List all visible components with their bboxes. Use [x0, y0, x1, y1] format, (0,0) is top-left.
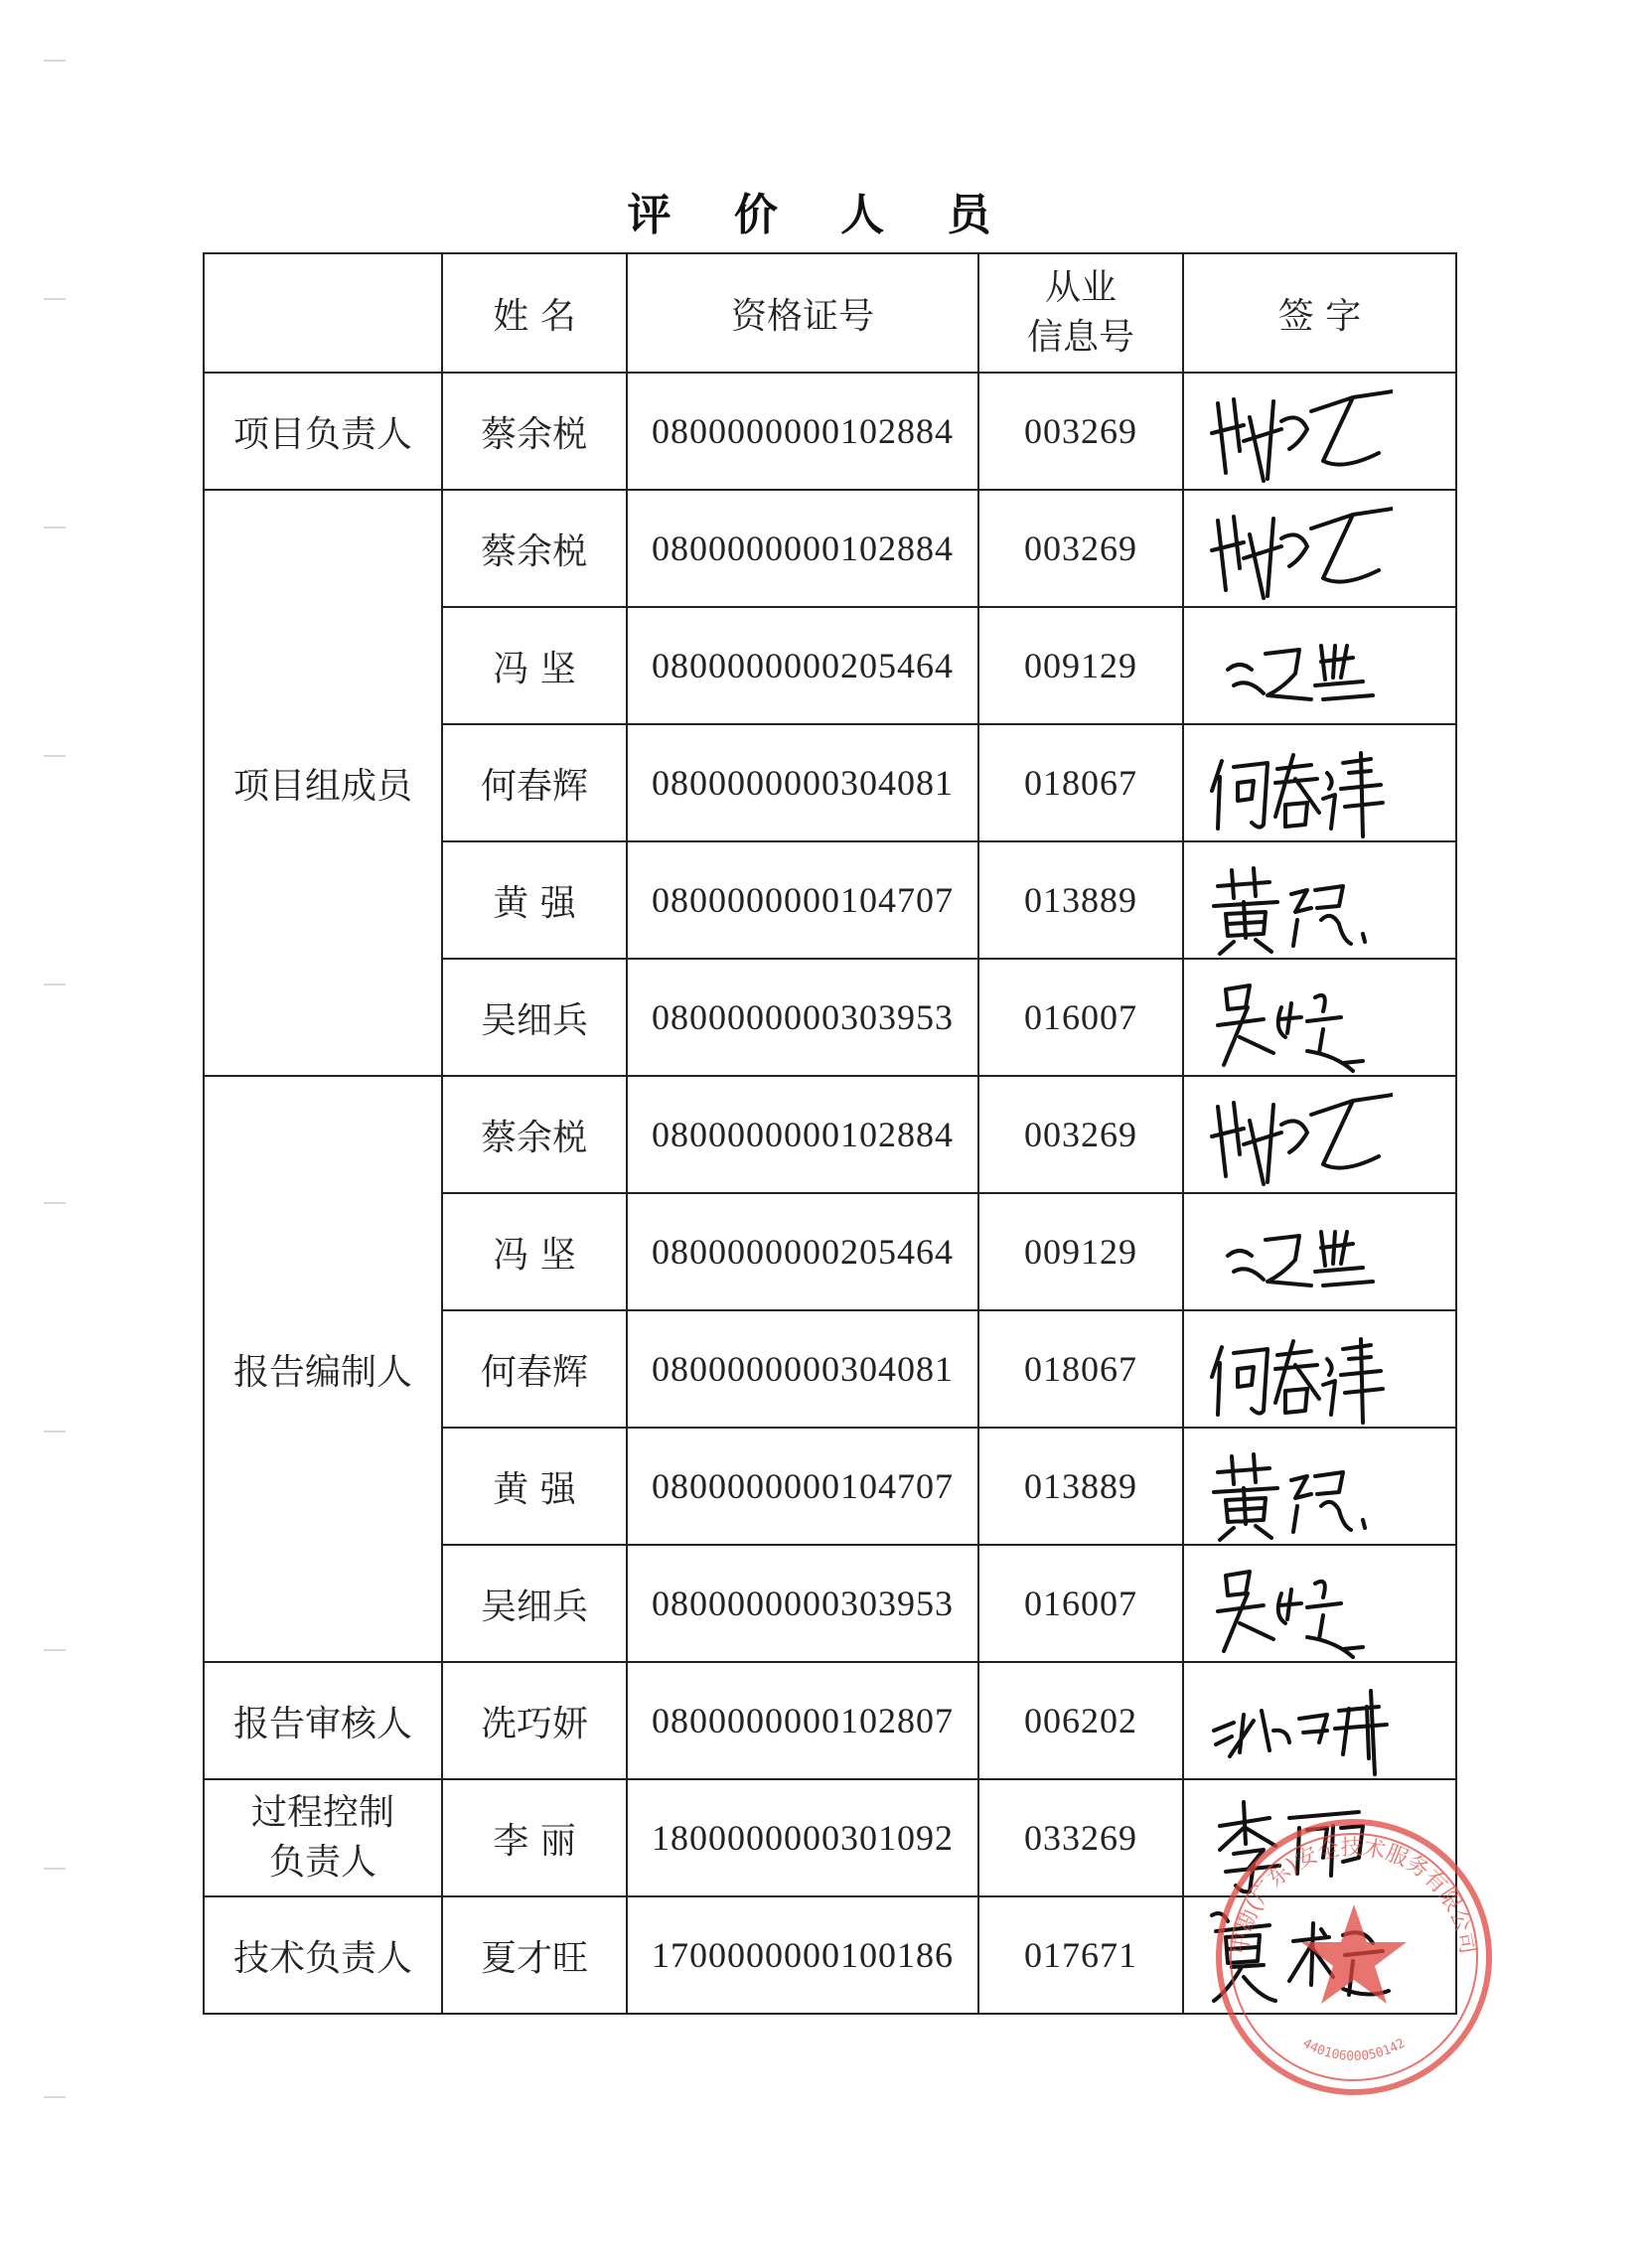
signature-li — [1204, 1788, 1393, 1895]
header-info-line1: 从业 — [1044, 267, 1117, 308]
cert-cell: 0800000000104707 — [627, 841, 978, 959]
name-cell: 黄 强 — [442, 1428, 627, 1545]
margin-mark — [44, 60, 66, 62]
page-title: 评 价 人 员 — [627, 190, 1015, 240]
signature-cell — [1183, 959, 1456, 1076]
header-info — [978, 253, 1183, 373]
cert-cell: 0800000000205464 — [627, 607, 978, 724]
role-line2: 负责人 — [268, 1842, 376, 1883]
name-cell: 冯 坚 — [442, 1193, 627, 1310]
margin-mark — [44, 1202, 66, 1204]
signature-cell — [1183, 1193, 1456, 1310]
name-cell: 蔡余棁 — [442, 1076, 627, 1193]
margin-mark — [44, 527, 66, 529]
cert-cell: 1700000000100186 — [627, 1896, 978, 2014]
table-row — [204, 1076, 1456, 1193]
info-cell: 018067 — [978, 1310, 1183, 1428]
signature-cell — [1183, 1662, 1456, 1779]
cert-cell: 0800000000102807 — [627, 1662, 978, 1779]
info-cell: 003269 — [978, 373, 1183, 490]
info-cell: 016007 — [978, 1545, 1183, 1662]
signature-cai — [1204, 499, 1393, 606]
cert-cell: 0800000000304081 — [627, 1310, 978, 1428]
info-cell: 009129 — [978, 607, 1183, 724]
signature-cell — [1183, 1428, 1456, 1545]
info-cell: 013889 — [978, 841, 1183, 959]
margin-mark — [44, 298, 66, 300]
name-cell: 何春辉 — [442, 724, 627, 841]
name-cell: 蔡余棁 — [442, 490, 627, 607]
margin-mark — [44, 755, 66, 757]
info-cell: 013889 — [978, 1428, 1183, 1545]
cert-cell: 0800000000102884 — [627, 1076, 978, 1193]
signature-wu — [1204, 1554, 1393, 1661]
signature-feng — [1204, 616, 1393, 723]
evaluators-table — [203, 252, 1457, 2015]
name-cell: 冼巧妍 — [442, 1662, 627, 1779]
header-sign: 签 字 — [1183, 253, 1456, 373]
info-cell: 006202 — [978, 1662, 1183, 1779]
seal-text: 中勘(广东)安全技术服务有限公司 — [1227, 1835, 1481, 1956]
role-cell: 技术负责人 — [204, 1896, 442, 2014]
signature-cell — [1183, 724, 1456, 841]
name-cell: 冯 坚 — [442, 607, 627, 724]
name-cell: 何春辉 — [442, 1310, 627, 1428]
name-cell: 黄 强 — [442, 841, 627, 959]
role-line1: 过程控制 — [250, 1792, 394, 1833]
info-cell: 003269 — [978, 1076, 1183, 1193]
signature-cell — [1183, 490, 1456, 607]
role-cell — [204, 1779, 442, 1896]
signature-huang — [1204, 1436, 1393, 1544]
name-cell: 蔡余棁 — [442, 373, 627, 490]
table-row — [204, 1896, 1456, 2014]
signature-cell — [1183, 1310, 1456, 1428]
role-cell: 报告编制人 — [204, 1076, 442, 1662]
cert-cell: 0800000000304081 — [627, 724, 978, 841]
name-cell: 夏才旺 — [442, 1896, 627, 2014]
signature-cell — [1183, 1545, 1456, 1662]
cert-cell: 0800000000303953 — [627, 1545, 978, 1662]
name-cell: 李 丽 — [442, 1779, 627, 1896]
signature-he — [1204, 1319, 1393, 1427]
header-name: 姓 名 — [442, 253, 627, 373]
cert-cell: 0800000000102884 — [627, 373, 978, 490]
cert-cell: 0800000000102884 — [627, 490, 978, 607]
header-role-cell — [204, 253, 442, 373]
signature-huang — [1204, 850, 1393, 958]
margin-mark — [44, 1868, 66, 1870]
table-row — [204, 1779, 1456, 1896]
info-cell: 018067 — [978, 724, 1183, 841]
table-row — [204, 490, 1456, 607]
margin-mark — [44, 983, 66, 985]
signature-feng — [1204, 1202, 1393, 1309]
header-cert: 资格证号 — [627, 253, 978, 373]
cert-cell: 0800000000104707 — [627, 1428, 978, 1545]
signature-cell — [1183, 1779, 1456, 1896]
margin-mark — [44, 1649, 66, 1651]
margin-mark — [44, 2096, 66, 2098]
signature-he — [1204, 733, 1393, 840]
signature-cell — [1183, 1896, 1456, 2014]
signature-cell — [1183, 841, 1456, 959]
role-cell: 项目负责人 — [204, 373, 442, 490]
info-cell: 033269 — [978, 1779, 1183, 1896]
margin-mark — [44, 1431, 66, 1433]
signature-xian — [1204, 1671, 1393, 1778]
signature-cell — [1183, 373, 1456, 490]
signature-cell — [1183, 607, 1456, 724]
info-cell: 003269 — [978, 490, 1183, 607]
table-row — [204, 1662, 1456, 1779]
header-info-line2: 信息号 — [1026, 317, 1134, 358]
cert-cell: 0800000000205464 — [627, 1193, 978, 1310]
signature-xia — [1204, 1905, 1393, 2013]
info-cell: 009129 — [978, 1193, 1183, 1310]
seal-number: 44010600050142 — [1299, 2036, 1409, 2064]
cert-cell: 1800000000301092 — [627, 1779, 978, 1896]
table-row — [204, 373, 1456, 490]
signature-cai — [1204, 381, 1393, 489]
signature-wu — [1204, 968, 1393, 1075]
name-cell: 吴细兵 — [442, 959, 627, 1076]
role-cell: 项目组成员 — [204, 490, 442, 1076]
info-cell: 016007 — [978, 959, 1183, 1076]
cert-cell: 0800000000303953 — [627, 959, 978, 1076]
signature-cell — [1183, 1076, 1456, 1193]
info-cell: 017671 — [978, 1896, 1183, 2014]
role-cell: 报告审核人 — [204, 1662, 442, 1779]
name-cell: 吴细兵 — [442, 1545, 627, 1662]
signature-cai — [1204, 1085, 1393, 1192]
table-header-row — [204, 253, 1456, 373]
